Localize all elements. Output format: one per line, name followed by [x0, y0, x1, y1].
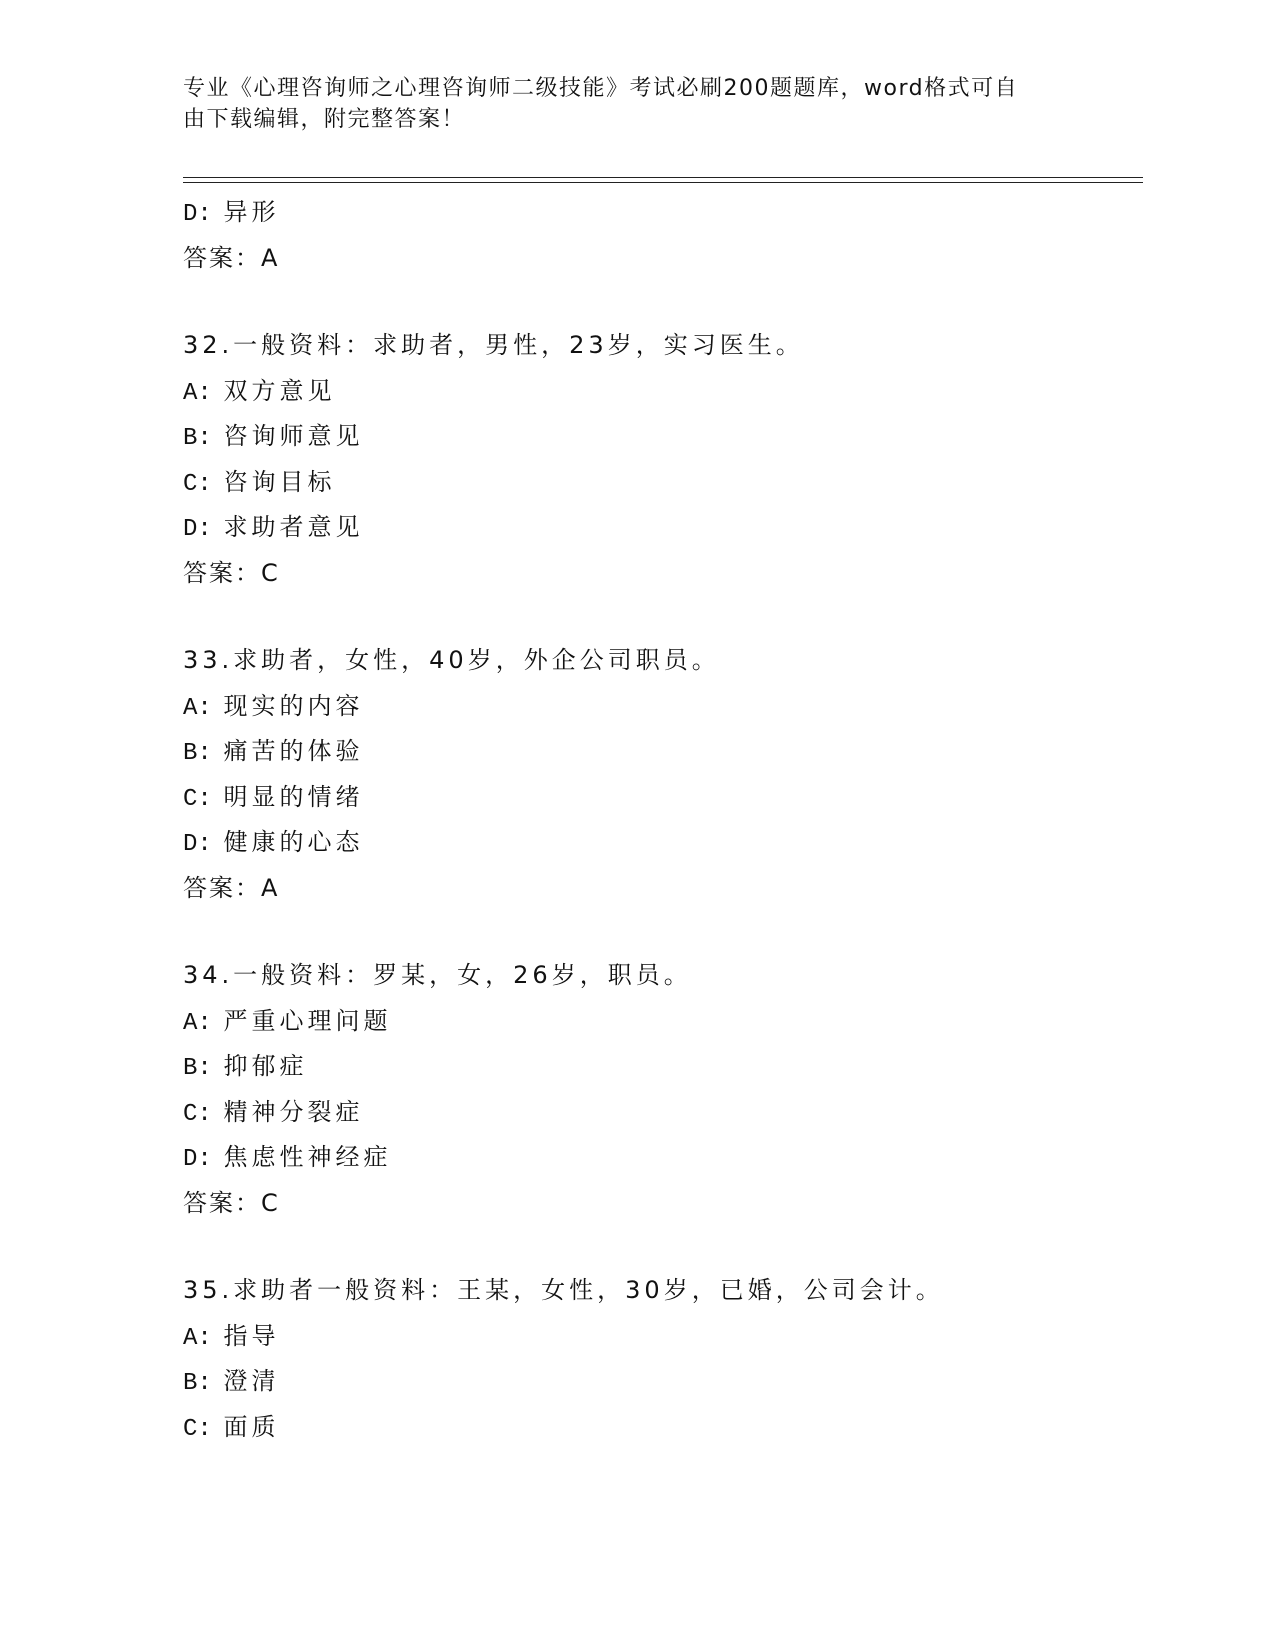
option-text: 精神分裂症	[223, 1097, 364, 1126]
option-prefix: D:	[183, 201, 212, 228]
option-line	[183, 1090, 1143, 1136]
answer-line: 答案：A	[183, 873, 280, 902]
option-text: 痛苦的体验	[223, 737, 364, 765]
option-line	[183, 1405, 1143, 1451]
answer-line: 答案：A	[183, 243, 280, 272]
option-line	[183, 190, 1143, 236]
question-stem: 34.一般资料：罗某，女，26岁，职员。	[183, 961, 692, 989]
option-prefix: D:	[183, 516, 212, 543]
option-text: 咨询师意见	[223, 422, 364, 450]
option-prefix: C:	[183, 785, 212, 813]
option-line	[183, 1135, 1143, 1181]
option-line	[183, 684, 1143, 730]
option-text: 求助者意见	[223, 513, 364, 541]
question-stem: 33.求助者，女性，40岁，外企公司职员。	[183, 646, 720, 674]
option-text: 澄清	[223, 1367, 280, 1395]
option-prefix: C:	[183, 470, 212, 498]
option-line	[183, 1314, 1143, 1360]
option-prefix: A:	[183, 379, 212, 407]
question-content	[183, 190, 1143, 1450]
option-prefix: C:	[183, 1100, 212, 1128]
option-prefix: B:	[183, 740, 212, 767]
option-prefix: B:	[183, 1370, 212, 1397]
answer-line: 答案：C	[183, 558, 280, 587]
option-text: 焦虑性神经症	[223, 1143, 392, 1171]
option-line	[183, 505, 1143, 551]
question-stem: 35.求助者一般资料：王某，女性，30岁，已婚，公司会计。	[183, 1276, 944, 1304]
option-text: 现实的内容	[223, 691, 364, 720]
option-line	[183, 999, 1143, 1045]
option-prefix: A:	[183, 1009, 212, 1037]
option-text: 双方意见	[223, 376, 336, 405]
option-line	[183, 414, 1143, 460]
option-line	[183, 775, 1143, 821]
option-line	[183, 369, 1143, 415]
option-text: 指导	[223, 1321, 280, 1350]
option-prefix: B:	[183, 425, 212, 452]
header-line-1: 专业《心理咨询师之心理咨询师二级技能》考试必刷200题题库，word格式可自	[183, 76, 1019, 101]
option-prefix: B:	[183, 1055, 212, 1082]
option-prefix: C:	[183, 1415, 212, 1443]
question-stem: 32.一般资料：求助者，男性，23岁，实习医生。	[183, 331, 804, 359]
option-text: 异形	[223, 198, 280, 226]
header-divider-top	[183, 177, 1143, 178]
header-divider-bottom	[183, 182, 1143, 183]
option-text: 抑郁症	[223, 1052, 308, 1080]
document-header	[183, 73, 1063, 135]
option-text: 咨询目标	[223, 467, 336, 496]
option-line	[183, 820, 1143, 866]
option-prefix: D:	[183, 831, 212, 858]
option-text: 严重心理问题	[223, 1006, 392, 1035]
option-prefix: D:	[183, 1146, 212, 1173]
option-text: 明显的情绪	[223, 782, 364, 811]
option-text: 面质	[223, 1412, 280, 1441]
option-line	[183, 1359, 1143, 1405]
option-prefix: A:	[183, 1324, 212, 1352]
option-prefix: A:	[183, 694, 212, 722]
answer-line: 答案：C	[183, 1188, 280, 1217]
option-line	[183, 729, 1143, 775]
header-line-2: 由下载编辑，附完整答案！	[183, 107, 466, 132]
option-line	[183, 460, 1143, 506]
option-text: 健康的心态	[223, 828, 364, 856]
option-line	[183, 1044, 1143, 1090]
